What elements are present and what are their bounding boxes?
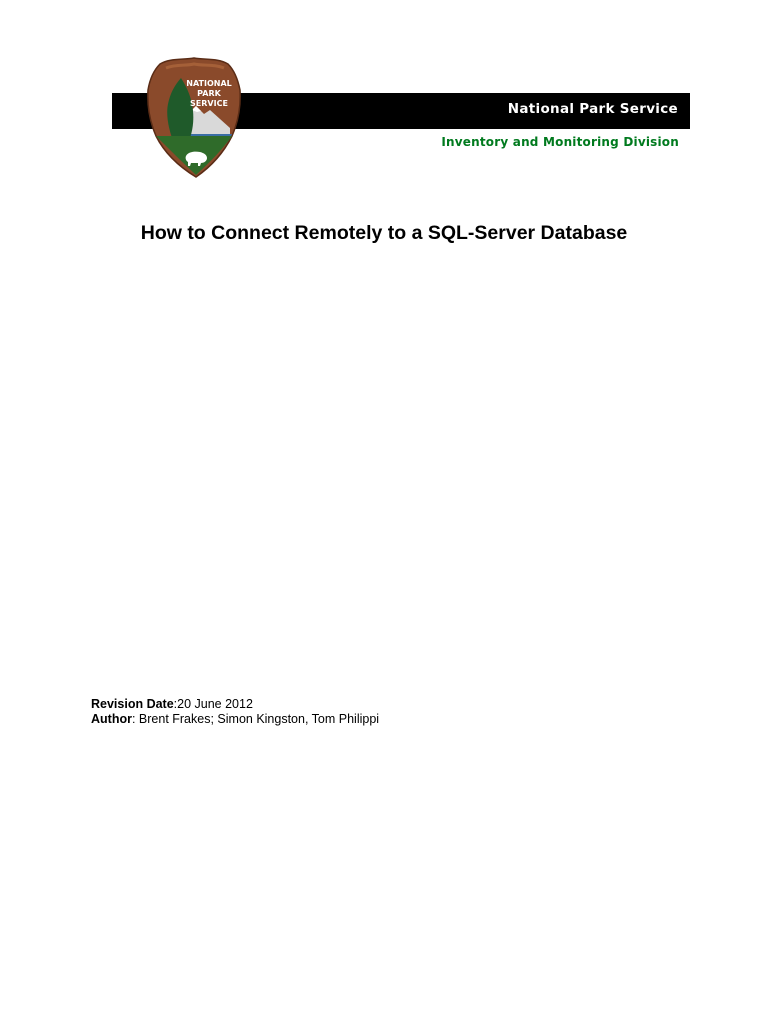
nps-arrowhead-logo-icon (146, 56, 242, 178)
author-line (91, 712, 379, 727)
division-name: Inventory and Monitoring Division (441, 135, 679, 149)
author-value: : Brent Frakes; Simon Kingston, Tom Philippi (131, 712, 380, 726)
svg-text:SERVICE: SERVICE (190, 99, 228, 108)
revision-line (91, 697, 379, 712)
document-title: How to Connect Remotely to a SQL-Server Database (140, 222, 628, 244)
svg-text:PARK: PARK (197, 89, 221, 98)
document-metadata (91, 697, 379, 727)
agency-name: National Park Service (507, 101, 678, 117)
author-label: Author (91, 712, 132, 726)
svg-text:NATIONAL: NATIONAL (186, 79, 232, 88)
revision-value: :20 June 2012 (173, 697, 253, 711)
revision-label: Revision Date (91, 697, 174, 711)
